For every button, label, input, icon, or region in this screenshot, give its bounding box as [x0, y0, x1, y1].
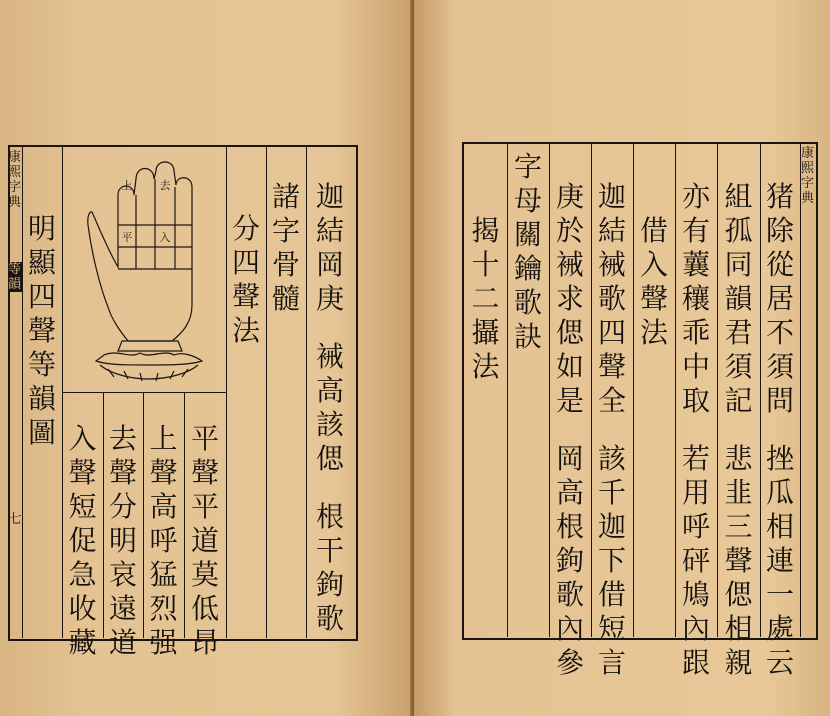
right-page — [414, 0, 830, 716]
hand-label-top-right: 去 — [159, 179, 171, 192]
hand-outline — [88, 162, 192, 341]
column-segment: 庚 於 裓 求 偲 如 是 — [555, 180, 584, 417]
left-col-4 — [184, 422, 226, 660]
left-col-3 — [226, 212, 266, 348]
column-segment: 挫 瓜 相 連 一 處 云 — [765, 442, 794, 679]
column-segment: 上 聲 高 呼 猛 烈 强 — [149, 422, 178, 659]
left-col-1 — [306, 180, 354, 636]
right-col-6 — [549, 180, 591, 680]
lotus-base — [96, 353, 202, 365]
column-segment: 去 聲 分 明 哀 遠 道 — [108, 422, 137, 659]
right-margin-title: 康熙字典 — [801, 146, 815, 206]
hand-label-mid-right: 入 — [159, 231, 171, 244]
left-col-5 — [143, 422, 184, 660]
left-col-2 — [266, 180, 306, 316]
column-segment: 入 聲 短 促 急 收 藏 — [68, 422, 97, 659]
right-col-3 — [675, 180, 717, 680]
hand-diagram — [78, 155, 218, 390]
column-segment: 諸 字 骨 髓 — [271, 180, 300, 315]
right-col-4 — [633, 214, 675, 350]
page-number: 七 — [8, 512, 22, 527]
right-margin-rule — [800, 143, 801, 637]
column-segment: 揭 十 二 攝 法 — [471, 214, 500, 383]
left-page — [0, 0, 414, 716]
column-segment: 組 孤 同 韻 君 須 記 — [724, 180, 753, 417]
left-margin-title: 康熙字典 — [8, 150, 22, 210]
column-segment: 平 聲 平 道 莫 低 昂 — [190, 422, 219, 659]
column-segment: 悲 韭 三 聲 偲 相 親 — [724, 442, 753, 679]
column-segment: 迦 結 裓 歌 四 聲 全 — [597, 180, 626, 417]
left-margin-section: 等韻 — [8, 262, 22, 292]
column-segment: 明 顯 四 聲 等 韻 圖 — [27, 212, 56, 449]
left-col-7 — [62, 422, 103, 660]
column-segment: 亦 有 蘘 穰 乖 中 取 — [681, 180, 710, 417]
column-segment: 迦 結 岡 庚 — [315, 180, 344, 315]
column-segment: 字 母 關 鑰 歌 訣 — [513, 150, 542, 353]
column-segment: 根 干 鉤 歌 — [315, 500, 344, 635]
column-segment: 岡 高 根 鉤 歌 內 參 — [555, 442, 584, 679]
right-col-2 — [717, 180, 760, 680]
left-col-6 — [103, 422, 143, 660]
column-segment: 分 四 聲 法 — [231, 212, 260, 347]
right-col-8 — [464, 214, 507, 384]
column-segment: 該 千 迦 下 借 短 言 — [597, 442, 626, 679]
hand-label-top-left: 上 — [121, 179, 133, 192]
right-col-1 — [760, 180, 800, 680]
right-col-5 — [591, 180, 633, 680]
hand-label-mid-left: 平 — [121, 231, 133, 244]
right-col-7 — [507, 150, 549, 354]
column-segment: 借 入 聲 法 — [639, 214, 668, 349]
column-segment: 猪 除 從 居 不 須 問 — [765, 180, 794, 417]
column-segment: 裓 高 該 偲 — [315, 340, 344, 475]
left-col-8 — [22, 212, 62, 450]
column-segment: 若 用 呼 砰 鳩 內 跟 — [681, 442, 710, 679]
